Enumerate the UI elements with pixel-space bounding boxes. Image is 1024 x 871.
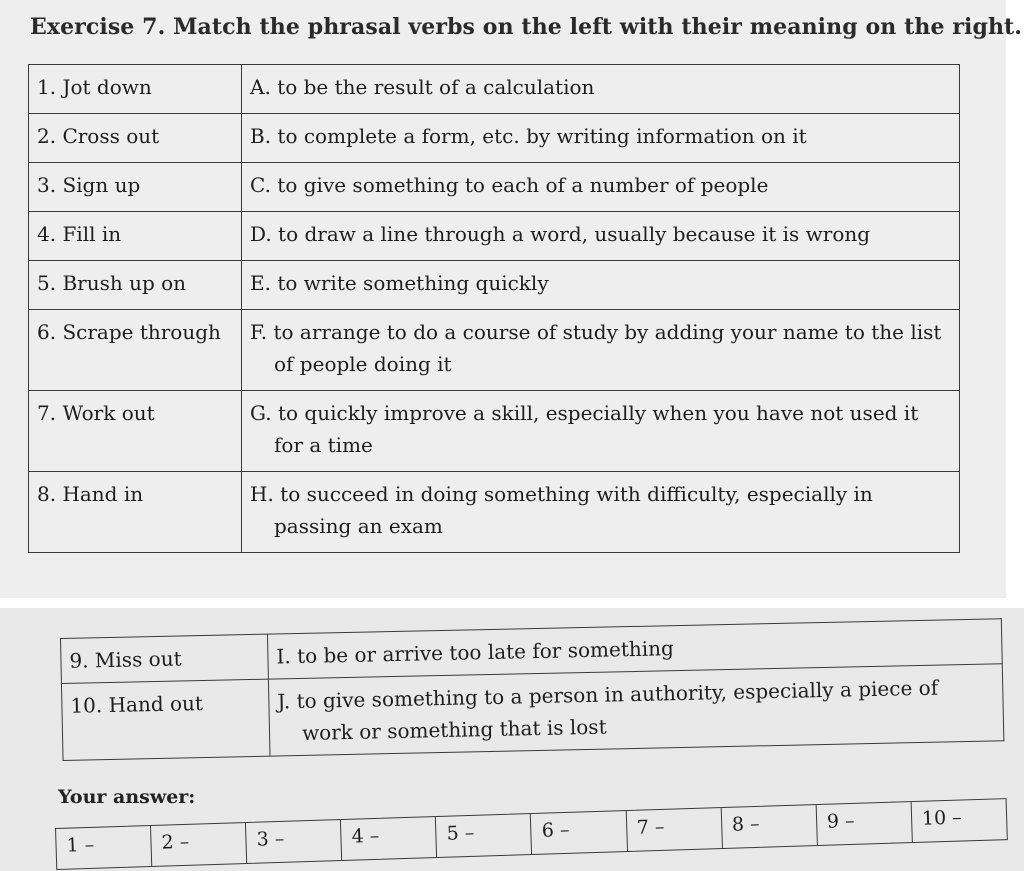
answer-cell-6[interactable]: 6 – [531,811,627,854]
meaning-text: H. to succeed in doing something with difficulty, especially in passing an exam [250,482,873,538]
meaning-cell: C. to give something to each of a number of people [242,163,960,212]
table-row [29,472,960,553]
meaning-cell [268,664,1003,756]
answer-cell-1[interactable]: 1 – [56,826,152,869]
meaning-cell: B. to complete a form, etc. by writing information on it [242,114,960,163]
answer-cell-2[interactable]: 2 – [151,823,247,866]
table-row [29,114,960,163]
meaning-cell: D. to draw a line through a word, usually because it is wrong [242,212,960,261]
answer-cell-9[interactable]: 9 – [816,802,912,845]
verb-cell: 1. Jot down [29,65,242,114]
verb-cell: 6. Scrape through [29,310,242,391]
table-row [29,261,960,310]
meaning-cell [242,310,960,391]
matching-table-bottom [60,618,1004,761]
verb-cell: 10. Hand out [61,679,270,760]
meaning-text: J. to give something to a person in authority, especially a piece of work or something that is lost [277,675,939,745]
matching-table-top [28,64,960,553]
answer-cell-3[interactable]: 3 – [246,820,342,863]
meaning-cell [242,391,960,472]
verb-cell: 8. Hand in [29,472,242,553]
answer-cell-8[interactable]: 8 – [721,805,817,848]
verb-cell: 4. Fill in [29,212,242,261]
table-row [29,212,960,261]
answer-label: Your answer: [58,786,196,808]
table-row [29,65,960,114]
verb-cell: 3. Sign up [29,163,242,212]
answer-cell-5[interactable]: 5 – [436,814,532,857]
answer-cell-4[interactable]: 4 – [341,817,437,860]
page-bottom [0,608,1024,871]
verb-cell: 5. Brush up on [29,261,242,310]
meaning-text: F. to arrange to do a course of study by adding your name to the list of people doing it [250,320,942,376]
meaning-cell: I. to be or arrive too late for something [267,619,1002,679]
meaning-cell: E. to write something quickly [242,261,960,310]
meaning-cell [242,472,960,553]
verb-cell: 2. Cross out [29,114,242,163]
meaning-text: G. to quickly improve a skill, especially when you have not used it for a time [250,401,919,457]
answer-cell-7[interactable]: 7 – [626,808,722,851]
exercise-title: Exercise 7. Match the phrasal verbs on the left with their meaning on the right. [30,14,1023,40]
table-row [29,391,960,472]
verb-cell: 9. Miss out [61,634,269,683]
meaning-cell: A. to be the result of a calculation [242,65,960,114]
table-row [29,310,960,391]
verb-cell: 7. Work out [29,391,242,472]
answer-cell-10[interactable]: 10 – [921,806,963,830]
table-row [29,163,960,212]
answer-grid [55,798,1008,870]
